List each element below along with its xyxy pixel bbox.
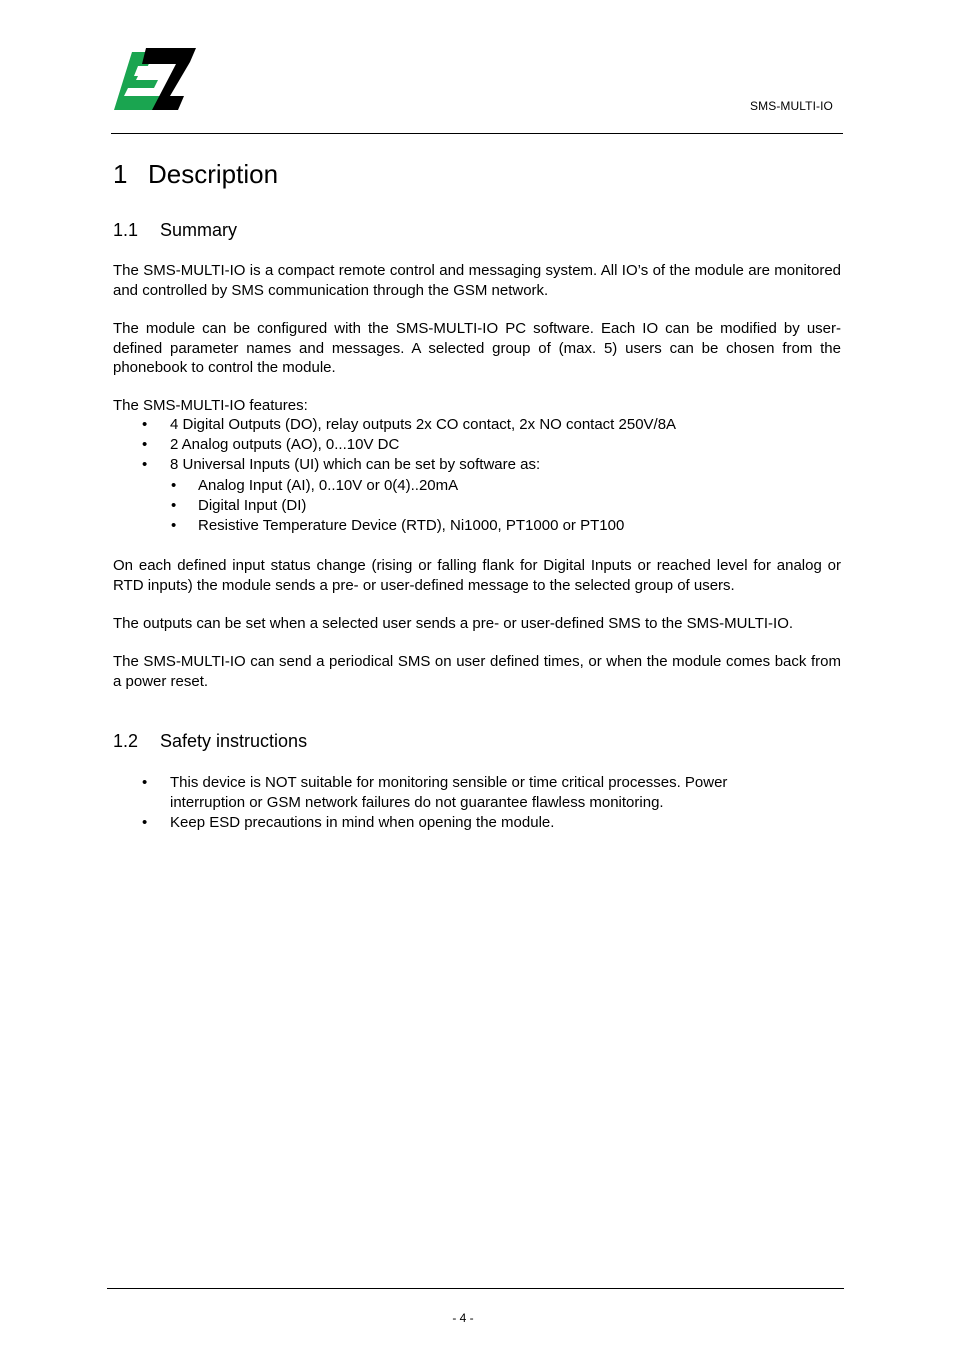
feature-item: • 8 Universal Inputs (UI) which can be set by software as: xyxy=(113,455,841,475)
footer-rule xyxy=(107,1288,844,1289)
section-heading xyxy=(113,157,278,191)
safety-list xyxy=(113,773,841,834)
feature-item: • 2 Analog outputs (AO), 0...10V DC xyxy=(113,435,841,455)
summary-paragraph-2: The module can be configured with the SMS-MULTI-IO PC software. Each IO can be modified by user-defined parameter names and messages. A selected group of (max. 5) users can be chosen from the phonebook to control the module. xyxy=(113,320,841,377)
summary-title: Summary xyxy=(160,220,238,240)
safety-title: Safety instructions xyxy=(160,731,308,751)
section-number: 1 xyxy=(113,159,128,189)
section-title: Description xyxy=(148,159,279,189)
safety-item: • Keep ESD precautions in mind when opening the module. xyxy=(113,813,790,833)
page-number: - 4 - xyxy=(452,1311,474,1325)
summary-paragraph-5: The SMS-MULTI-IO can send a periodical SMS on user defined times, or when the module comes back from a power reset. xyxy=(113,653,841,690)
summary-paragraph-3: On each defined input status change (rising or falling flank for Digital Inputs or reached level for analog or RTD inputs) the module sends a pre- or user-defined message to the selected group of users. xyxy=(113,557,841,594)
summary-number: 1.1 xyxy=(113,220,139,240)
features-list xyxy=(113,415,841,536)
feature-item: • 4 Digital Outputs (DO), relay outputs 2x CO contact, 2x NO contact 250V/8A xyxy=(113,415,841,435)
safety-item: • This device is NOT suitable for monitoring sensible or time critical processes. Power interruption or GSM network failures do not guarantee flawless monitoring. xyxy=(113,773,790,812)
safety-heading xyxy=(113,729,307,753)
features-intro: The SMS-MULTI-IO features: xyxy=(113,397,308,414)
safety-number: 1.2 xyxy=(113,731,139,751)
summary-paragraph-1: The SMS-MULTI-IO is a compact remote control and messaging system. All IO’s of the module are monitored and controlled by SMS communication through the GSM network. xyxy=(113,262,841,299)
summary-paragraph-4: The outputs can be set when a selected user sends a pre- or user-defined SMS to the SMS-MULTI-IO. xyxy=(113,615,794,632)
header-rule xyxy=(111,133,843,134)
ui-mode-item: • Analog Input (AI), 0..10V or 0(4)..20mA xyxy=(113,476,841,496)
ui-mode-item: • Resistive Temperature Device (RTD), Ni1000, PT1000 or PT100 xyxy=(113,516,841,536)
document-id: SMS-MULTI-IO xyxy=(750,99,833,113)
company-logo xyxy=(114,48,196,110)
summary-heading xyxy=(113,218,237,242)
ui-mode-item: • Digital Input (DI) xyxy=(113,496,841,516)
